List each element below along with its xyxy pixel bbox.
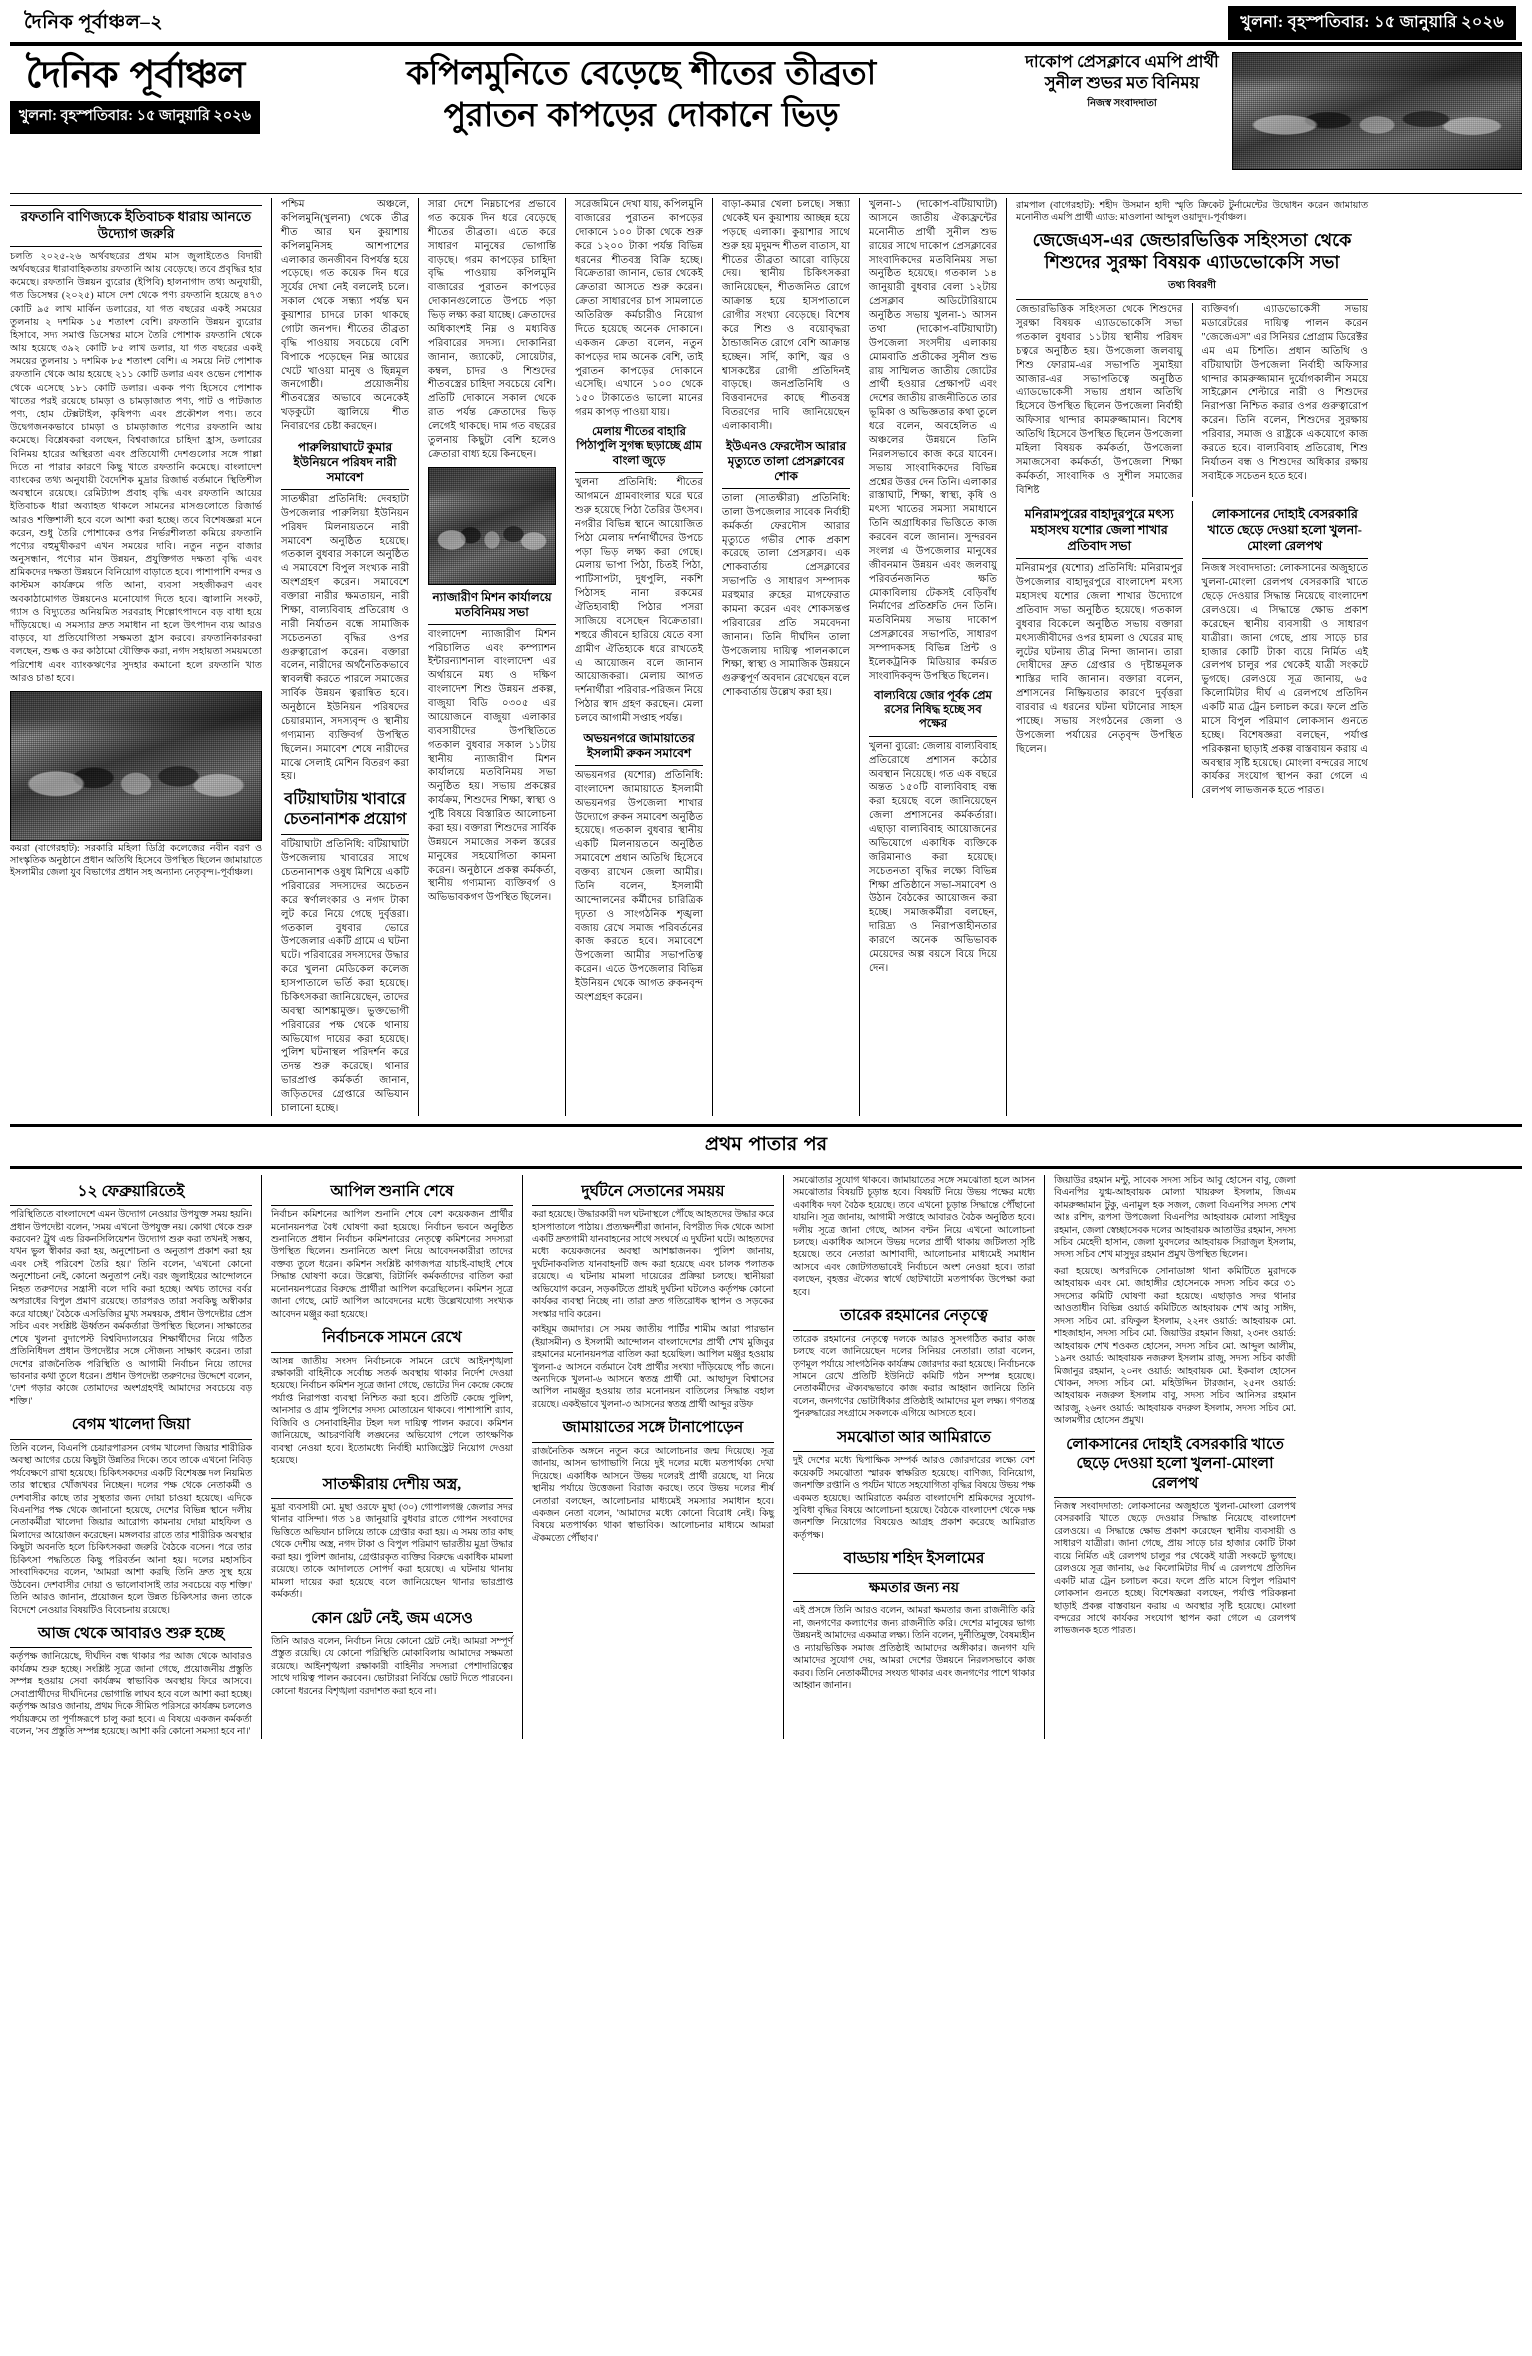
somjhota-body: সমঝোতার সুযোগ থাকবে। জামায়াতের সঙ্গে সমঝোতা হলে আসন সমঝোতার বিষয়টি চূড়ান্ত হবে। বিষয়টি নিয়ে উভয় পক্ষের মধ্যে একাধিক দফা বৈঠক হয়েছে। তবে এখনো চূড়ান্ত সিদ্ধান্তে পৌঁছানো যায়নি। সূত্র জানায়, আগামী সপ্তাহে আবারও বৈঠক অনুষ্ঠিত হবে। দলীয় সূত্রে জানা গেছে, আসন বণ্টন নিয়ে এখনো আলোচনা চলছে। একাধিক আসনে উভয় দলের প্রার্থী থাকায় জটিলতা সৃষ্টি হয়েছে। তবে নেতারা আশাবাদী, আলোচনার মাধ্যমেই সমাধান আসবে এবং জোটগতভাবেই নির্বাচনে অংশ নেওয়া হবে। তারা বলছেন, বৃহত্তর ঐক্যের স্বার্থে ছোটখাটো মতপার্থক্য উপেক্ষা করা হবে। [793,1175,1035,1298]
column-editorial [10,198,262,1116]
rule-appeal [271,1205,513,1206]
news-photo-rampal [1232,52,1522,170]
konthreat-headline: কোন থ্রেট নেই, জম এসেও [311,1609,473,1627]
col-divider-6 [1006,198,1007,1116]
khaleda-headline: বেগম খালেদা জিয়া [71,1416,191,1434]
rule-satkhira [271,1498,513,1499]
lead-col1: পশ্চিম অঞ্চলে, কপিলমুনি(খুলনা) থেকে তীব্র শীত আর ঘন কুয়াশায় কপিলমুনিসহ আশপাশের এলাকার জনজীবন বিপর্যস্ত হয়ে পড়েছে। গত কয়েক দিন ধরে সূর্যের দেখা নেই বললেই চলে। সকাল থেকে সন্ধ্যা পর্যন্ত ঘন কুয়াশার চাদরে ঢাকা থাকছে গোটা জনপদ। শীতের তীব্রতা বৃদ্ধি পাওয়ায় সবচেয়ে বেশি বিপাকে পড়েছেন নিম্ন আয়ের খেটে খাওয়া মানুষ ও ছিন্নমূল জনগোষ্ঠী। প্রয়োজনীয় শীতবস্ত্রের অভাবে অনেকেই খড়কুটো জ্বালিয়ে শীত নিবারণের চেষ্টা করছেন। [281,199,409,432]
satkhira-body: মুদ্রা ব্যবসায়ী মো. মুছা ওরফে মুছা (৩০) গোপালগঞ্জ জেলার সদর থানার বাসিন্দা। গত ১৪ জানুয়ারি বুধবার রাতে গোপন সংবাদের ভিত্তিতে অভিযান চালিয়ে তাকে গ্রেপ্তার করা হয়। এ সময় তার কাছ থেকে দেশীয় অস্ত্র, নগদ টাকা ও বিপুল পরিমাণ ভারতীয় মুদ্রা উদ্ধার করা হয়। পুলিশ জানায়, গ্রেপ্তারকৃত ব্যক্তির বিরুদ্ধে একাধিক মামলা রয়েছে। তাকে আদালতে সোপর্দ করা হয়েছে। এ ঘটনায় থানায় মামলা দায়ের করা হয়েছে বলে জানিয়েছেন থানার ভারপ্রাপ্ত কর্মকর্তা। [271,1503,513,1601]
cont-divider-1 [261,1175,262,1739]
editorial-body: চলতি ২০২৫-২৬ অর্থবছরের প্রথম মাস জুলাইতেও বিদায়ী অর্থবছরের ধারাবাহিকতায় রফতানি আয় বেড়েছে। তবে প্রবৃদ্ধির হার কমেছে। রফতানি উন্নয়ন ব্যুরোর (ইপিবি) হালনাগাদ তথ্য অনুযায়ী, গত ডিসেম্বর (২০২৫) মাসে দেশ থেকে পণ্য রফতানি হয়েছে ৪৭৩ কোটি ৯৫ লাখ মার্কিন ডলারের, যা গত বছরের একই সময়ের তুলনায় ২ দশমিক ১৫ শতাংশ বেশি। রফতানি উন্নয়ন ব্যুরোর হিসাবে, সদ্য সমাপ্ত ডিসেম্বর মাসে তৈরি পোশাক রফতানি থেকে আয় হয়েছে ৩৯২ কোটি ৮৫ লাখ ডলার, যা গত বছরের একই সময়ের তুলনায় ১ দশমিক ৮৫ শতাংশ বেশি। এ সময়ে নিট পোশাক রফতানি থেকে আয় হয়েছে ২১১ কোটি ডলার এবং ওভেন পোশাক থেকে এসেছে ১৮১ কোটি ডলার। একক পণ্য হিসেবে পোশাক খাতের পরই রয়েছে চামড়া ও চামড়াজাত পণ্য, পাট ও পাটজাত পণ্য, হোম টেক্সটাইল, কৃষিপণ্য এবং প্রকৌশল পণ্য। তবে উদ্বেগজনকভাবে চামড়া ও চামড়াজাত পণ্যের রফতানি আয় কমেছে। বিশ্লেষকরা বলছেন, বিশ্ববাজারে চাহিদা হ্রাস, ডলারের বিনিময় হারের অস্থিরতা এবং প্রতিযোগী দেশগুলোর সঙ্গে পাল্লা দিতে না পারার কারণে কিছু খাতে রফতানি কমেছে। বাংলাদেশ ব্যাংকের তথ্য অনুযায়ী বৈদেশিক মুদ্রার রিজার্ভ বর্তমানে স্থিতিশীল অবস্থানে রয়েছে। রেমিট্যান্স প্রবাহ বৃদ্ধি এবং রফতানি আয়ের ইতিবাচক ধারা অব্যাহত থাকলে সামনের মাসগুলোতে রিজার্ভ আরও শক্তিশালী হবে বলে আশা করা হচ্ছে। তবে বিশেষজ্ঞরা মনে করেন, শুধু তৈরি পোশাকের ওপর নির্ভরশীলতা কমিয়ে রফতানি পণ্যের বহুমুখীকরণ এখন সময়ের দাবি। নতুন নতুন বাজার অনুসন্ধান, পণ্যের মান উন্নয়ন, প্রযুক্তিগত দক্ষতা বৃদ্ধি এবং শ্রমিকদের দক্ষতা উন্নয়নে বিনিয়োগ বাড়াতে হবে। পাশাপাশি বন্দর ও কাস্টমস কার্যক্রমে গতি আনা, ব্যবসা সহজীকরণ এবং অবকাঠামোগত উন্নয়নেও মনোযোগ দিতে হবে। জ্বালানি সংকট, গ্যাস ও বিদ্যুতের অনিয়মিত সরবরাহ শিল্পোৎপাদনে বড় বাধা হয়ে দাঁড়িয়েছে। এ সমস্যার দ্রুত সমাধান না হলে উৎপাদন ব্যয় আরও বাড়বে, যা প্রতিযোগিতা সক্ষমতা হ্রাস করবে। রফতানিকারকরা বলছেন, শুল্ক ও কর কাঠামো যৌক্তিক করা, নগদ সহায়তা সময়মতো পরিশোধ এবং ব্যাংকঋণের সুদহার কমানো হলে রফতানি খাত আরও চাঙা হবে। [10,250,262,684]
page-folio: দৈনিক পূর্বাঞ্চল–২ [24,12,164,33]
badda-headline: বাড্ডায় শহিদ ইসলামের [843,1550,985,1568]
rule-tarek [793,1330,1035,1331]
khaleda-body: তিনি বলেন, বিএনপি চেয়ারপারসন বেগম খালেদা জিয়ার শারীরিক অবস্থা আগের চেয়ে কিছুটা উন্নতির দিকে। তবে তাকে এখনো নিবিড় পর্যবেক্ষণে রাখা হয়েছে। চিকিৎসকদের একটি বিশেষজ্ঞ দল নিয়মিত তার স্বাস্থ্যের খোঁজখবর নিচ্ছেন। দলের পক্ষ থেকে নেতাকর্মী ও দেশবাসীর কাছে তার সুস্থতার জন্য দোয়া চাওয়া হয়েছে। এদিকে বিএনপির পক্ষ থেকে জানানো হয়েছে, দেশের বিভিন্ন স্থানে দলীয় নেতাকর্মীরা খালেদা জিয়ার আরোগ্য কামনায় দোয়া মাহফিল ও মিলাদের আয়োজন করেছেন। মঙ্গলবার রাতে তার শারীরিক অবস্থার কিছুটা অবনতি হলে চিকিৎসকরা জরুরি বৈঠকে বসেন। পরে তার চিকিৎসা পদ্ধতিতে কিছু পরিবর্তন আনা হয়। দলের মহাসচিব সাংবাদিকদের বলেন, 'আমরা আশা করছি তিনি দ্রুত সুস্থ হয়ে উঠবেন। দেশবাসীর দোয়া ও ভালোবাসাই তার সবচেয়ে বড় শক্তি।' তিনি আরও জানান, প্রয়োজন হলে উন্নত চিকিৎসার জন্য তাকে বিদেশে নেওয়ার বিষয়টিও বিবেচনায় রয়েছে। [10,1443,252,1616]
cont-column-3 [532,1175,774,1739]
monirampur-body: মনিরামপুর (যশোর) প্রতিনিধি: মনিরামপুর উপজেলার বাহাদুরপুরে বাংলাদেশ মৎস্য মহাসংঘ যশোর জেলা শাখার উদ্যোগে প্রতিবাদ সভা অনুষ্ঠিত হয়েছে। গতকাল বুধবার বিকেলে অনুষ্ঠিত সভায় বক্তারা মৎস্যজীবীদের ওপর হামলা ও ঘেরের মাছ লুটের ঘটনায় তীব্র নিন্দা জানান। তারা দোষীদের দ্রুত গ্রেপ্তার ও দৃষ্টান্তমূলক শাস্তির দাবি জানান। বক্তারা বলেন, প্রশাসনের নিষ্ক্রিয়তার কারণে দুর্বৃত্তরা বারবার এ ধরনের ঘটনা ঘটানোর সাহস পাচ্ছে। সভায় সংগঠনের জেলা ও উপজেলা পর্যায়ের নেতৃবৃন্দ উপস্থিত ছিলেন। [1016,563,1183,755]
column-jjs [1016,198,1368,1116]
rule-balya [869,736,997,737]
jjs-columns [1016,303,1368,497]
feb12-body: পরিস্থিতিতে বাংলাদেশে এমন উদ্যোগ নেওয়ার উপযুক্ত সময় হয়নি। প্রধান উপদেষ্টা বলেন, 'সময় এখনো উপযুক্ত নয়। কোথা থেকে শুরু করবেন? ট্রুথ এন্ড রিকনসিলিয়েশন উদ্যোগ শুরু করা তখনই সম্ভব, যখন ভুল স্বীকার করা হয়, অনুশোচনা ও অনুতাপ প্রকাশ করা হয় এবং সেই পরিবেশ তৈরি হয়।' তিনি বলেন, 'এখনো কোনো অনুশোচনা নেই, কোনো অনুতাপ নেই। বরং জুলাইয়ের আন্দোলনে নিহত তরুণদের সন্ত্রাসী বলে দাবি করা হচ্ছে। অথচ তাদের বর্বর অপরাধের বিপুল প্রমাণ রয়েছে। তারপরও তারা সবকিছু অস্বীকার করে যাচ্ছে।' বৈঠকে এসডিজির মুখ্য সমন্বয়ক, প্রধান উপদেষ্টার প্রেস সচিব এবং সংশ্লিষ্ট ঊর্ধ্বতন কর্মকর্তারা উপস্থিত ছিলেন। সাক্ষাতের শেষে খুলনা বুদাপেস্ট বিশ্ববিদ্যালয়ের শিক্ষার্থীদের নিয়ে গঠিত প্রতিনিধিদল প্রধান উপদেষ্টার সঙ্গে সৌজন্য সাক্ষাৎ করেন। তারা দেশের রাজনৈতিক পরিস্থিতি ও আগামী নির্বাচন নিয়ে তাদের ভাবনার কথা তুলে ধরেন। প্রধান উপদেষ্টা তরুণদের উদ্দেশে বলেন, 'দেশ গড়ার কাজে তোমাদের অংশগ্রহণই আমাদের সবচেয়ে বড় শক্তি।' [10,1210,252,1407]
mela-body: খুলনা প্রতিনিধি: শীতের আগমনে গ্রামবাংলার ঘরে ঘরে শুরু হয়েছে পিঠা তৈরির উৎসব। নগরীর বিভিন্ন স্থানে আয়োজিত পিঠা মেলায় দর্শনার্থীদের উপচে পড়া ভিড় লক্ষ্য করা গেছে। মেলায় ভাপা পিঠা, চিতই পিঠা, পাটিসাপটা, দুধপুলি, নকশি পিঠাসহ নানা রকমের ঐতিহ্যবাহী পিঠার পসরা সাজিয়ে বসেছেন বিক্রেতারা। শহুরে জীবনে হারিয়ে যেতে বসা গ্রামীণ ঐতিহ্যকে ধরে রাখতেই এ আয়োজন বলে জানান আয়োজকরা। মেলায় আগত দর্শনার্থীরা পরিবার-পরিজন নিয়ে পিঠার স্বাদ গ্রহণ করছেন। মেলা চলবে আগামী সপ্তাহ পর্যন্ত। [575,477,703,724]
appeal-body: নির্বাচন কমিশনের আপিল শুনানি শেষে বেশ কয়েকজন প্রার্থীর মনোনয়নপত্র বৈধ ঘোষণা করা হয়েছে। নির্বাচন ভবনে অনুষ্ঠিত শুনানিতে প্রধান নির্বাচন কমিশনারের নেতৃত্বে কমিশনের সদস্যরা উপস্থিত ছিলেন। শুনানিতে অংশ নিয়ে আবেদনকারীরা তাদের বক্তব্য তুলে ধরেন। কমিশন সংশ্লিষ্ট কাগজপত্র যাচাই-বাছাই শেষে সিদ্ধান্ত ঘোষণা করে। উল্লেখ্য, রিটার্নিং কর্মকর্তাদের বাতিল করা মনোনয়নপত্রের বিরুদ্ধে প্রার্থীরা আপিল করেছিলেন। কমিশন সূত্রে জানা গেছে, মোট আপিল আবেদনের মধ্যে উল্লেখযোগ্য সংখ্যক আবেদন মঞ্জুর করা হয়েছে। [271,1210,513,1320]
rule-batiaghata [281,834,409,835]
rule-parulia [281,489,409,490]
abhoynagar-body: অভয়নগর (যশোর) প্রতিনিধি: বাংলাদেশ জামায়াতে ইসলামী অভয়নগর উপজেলা শাখার উদ্যোগে রুকন সমাবেশ অনুষ্ঠিত হয়েছে। গতকাল বুধবার স্থানীয় একটি মিলনায়তনে অনুষ্ঠিত সমাবেশে প্রধান অতিথি হিসেবে বক্তব্য রাখেন জেলা আমীর। তিনি বলেন, ইসলামী আন্দোলনের কর্মীদের চারিত্রিক দৃঢ়তা ও সাংগঠনিক শৃঙ্খলা বজায় রেখে সমাজ পরিবর্তনের কাজ করতে হবে। সমাবেশে উপজেলা আমীর সভাপতিত্ব করেন। এতে উপজেলার বিভিন্ন ইউনিয়ন থেকে আগত রুকনবৃন্দ অংশগ্রহণ করেন। [575,769,703,1003]
durghotona-body: করা হয়েছে। উদ্ধারকারী দল ঘটনাস্থলে পৌঁছে আহতদের উদ্ধার করে হাসপাতালে পাঠায়। প্রত্যক্ষদর্শীরা জানান, বিপরীত দিক থেকে আসা একটি দ্রুতগামী যানবাহনের সাথে সংঘর্ষে এ দুর্ঘটনা ঘটে। আহতদের মধ্যে কয়েকজনের অবস্থা আশঙ্কাজনক। পুলিশ জানায়, দুর্ঘটনাকবলিত যানবাহনটি জব্দ করা হয়েছে এবং চালক পলাতক রয়েছে। এ ঘটনায় মামলা দায়েরের প্রক্রিয়া চলছে। স্থানীয়রা অভিযোগ করেন, সড়কটিতে প্রায়ই দুর্ঘটনা ঘটলেও কর্তৃপক্ষ কোনো কার্যকর ব্যবস্থা নিচ্ছে না। তারা দ্রুত গতিরোধক স্থাপন ও সড়কের সংস্কার দাবি করেন। [532,1210,774,1320]
lead-headline-line2: পুরাতন কাপড়ের দোকানে ভিড় [443,95,839,135]
appeal-headline: আপিল শুনানি শেষে [330,1182,454,1200]
lead-headline [270,52,1012,190]
lead-col4: বাড়া-কমার খেলা চলছে। সন্ধ্যা থেকেই ঘন কুয়াশায় আচ্ছন্ন হয়ে পড়ছে এলাকা। কুয়াশার সাথে শুরু হয় মৃদুমন্দ শীতল বাতাস, যা শীতের তীব্রতা আরো বাড়িয়ে দেয়। স্থানীয় চিকিৎসকরা জানিয়েছেন, শীতজনিত রোগে আক্রান্ত হয়ে হাসপাতালে রোগীর সংখ্যা বেড়েছে। বিশেষ করে শিশু ও বয়োবৃদ্ধরা ঠান্ডাজনিত রোগে বেশি আক্রান্ত হচ্ছেন। সর্দি, কাশি, জ্বর ও শ্বাসকষ্টের রোগী প্রতিদিনই বাড়ছে। জনপ্রতিনিধি ও বিত্তবানদের কাছে শীতবস্ত্র বিতরণের দাবি জানিয়েছেন এলাকাবাসী। [722,199,850,432]
col-divider-1 [271,198,272,1116]
rule-konthreat [271,1632,513,1633]
nazarene-headline: ন্যাজারীণ মিশন কার্যালয়ে মতবিনিময় সভা [432,589,552,619]
dakop-headline-block [1022,52,1222,190]
lokshan-bottom-headline: লোকসানের দোহাই বেসরকারি খাতে ছেড়ে দেওয়া হলো খুলনা-মোংলা রেলপথ [1066,1435,1284,1492]
feb12-headline: ১২ ফেব্রুয়ারিতেই [77,1182,185,1200]
konthreat-body: তিনি আরও বলেন, নির্বাচন নিয়ে কোনো থ্রেট নেই। আমরা সম্পূর্ণ প্রস্তুত রয়েছি। যে কোনো পরিস্থিতি মোকাবিলায় আমাদের সক্ষমতা রয়েছে। আইনশৃঙ্খলা রক্ষাকারী বাহিনীর সদস্যরা পেশাদারিত্বের সাথে দায়িত্ব পালন করবেন। ভোটাররা নির্বিঘ্নে ভোট দিতে পারবেন। কোনো ধরনের বিশৃঙ্খলা বরদাশত করা হবে না। [271,1637,513,1697]
jamayat-headline: জামায়াতের সঙ্গে টানাপোড়েন [562,1419,744,1437]
cont-column-5 [1054,1175,1296,1739]
lead-col2: সারা দেশে নিম্নচাপের প্রভাবে গত কয়েক দিন ধরে বেড়েছে শীতের তীব্রতা। এতে করে সাধারণ মানুষের ভোগান্তি বাড়ছে। গরম কাপড়ের চাহিদা বৃদ্ধি পাওয়ায় কপিলমুনি বাজারের পুরাতন কাপড়ের দোকানগুলোতে উপচে পড়া ভিড় লক্ষ্য করা যাচ্ছে। ক্রেতাদের অধিকাংশই নিম্ন ও মধ্যবিত্ত পরিবারের সদস্য। দোকানিরা জানান, জ্যাকেট, সোয়েটার, কম্বল, চাদর ও শিশুদের শীতবস্ত্রের চাহিদা সবচেয়ে বেশি। প্রতিটি দোকানে সকাল থেকে রাত পর্যন্ত ক্রেতাদের ভিড় লেগেই থাকছে। দাম গত বছরের তুলনায় কিছুটা বেশি হলেও ক্রেতারা বাধ্য হয়ে কিনছেন। [428,199,556,460]
dakop-body: খুলনা-১ (দাকোপ-বটিয়াঘাটা) আসনে জাতীয় ঐক্যফ্রন্টের মনোনীত প্রার্থী সুনীল শুভ রায়ের সাথে দাকোপ প্রেসক্লাবের সাংবাদিকদের মতবিনিময় সভা অনুষ্ঠিত হয়েছে। গতকাল ১৪ জানুয়ারী বুধবার বেলা ১২টায় প্রেসক্লাব অডিটোরিয়ামে অনুষ্ঠিত সভায় খুলনা-১ আসন তথা (দাকোপ-বটিয়াঘাটা) উপজেলা সংসদীয় এলাকায় মোমবাতি প্রতীকের সুনীল শুভ রায় সাম্মিলত জাতীয় জোটের প্রার্থী হওয়ার প্রেক্ষাপট এবং দেশের জাতীয় রাজনীতিতে তার ভূমিকা ও অভিজ্ঞতার কথা তুলে ধরে বলেন, অবহেলিত এ অঞ্চলের উন্নয়নে তিনি নিরলসভাবে কাজ করে যাবেন। সভায় সাংবাদিকদের বিভিন্ন প্রশ্নের উত্তর দেন তিনি। এলাকার রাস্তাঘাট, শিক্ষা, স্বাস্থ্য, কৃষি ও মৎস্য খাতের সমস্যা সমাধানে তিনি অগ্রাধিকার ভিত্তিতে কাজ করবেন বলে জানান। সুন্দরবন সংলগ্ন এ উপজেলার মানুষের জীবনমান উন্নয়ন এবং জলবায়ু পরিবর্তনজনিত ক্ষতি মোকাবিলায় টেকসই বেড়িবাঁধ নির্মাণের প্রতিশ্রুতি দেন তিনি। মতবিনিময় সভায় দাকোপ প্রেসক্লাবের সভাপতি, সাধারণ সম্পাদকসহ বিভিন্ন প্রিন্ট ও ইলেকট্রনিক মিডিয়ার কর্মরত সাংবাদিকবৃন্দ উপস্থিত ছিলেন। [869,199,997,682]
photo-left-caption: কয়রা (বাগেরহাট): সরকারি মহিলা ডিগ্রি কলেজের নবীন বরণ ও সাংস্কৃতিক অনুষ্ঠানে প্রধান অতিথি হিসেবে উপস্থিত ছিলেন জামায়াতে ইসলামীর জেলা যুব বিভাগের প্রধান সহ অন্যান্য নেতৃবৃন্দ।-পূর্বাঞ্চল। [10,843,262,879]
rule-nirbachon [271,1352,513,1353]
jjs-col1: জেন্ডারভিত্তিক সহিংসতা থেকে শিশুদের সুরক্ষা বিষয়ক এ্যাডভোকেসি সভা গতকাল বুধবার ১১টায় স্থানীয় পরিষদ চত্বরে অনুষ্ঠিত হয়। উপজেলা জলবায়ু শিশু ফোরাম-এর সভাপতি সুমাইয়া আজার-এর সভাপতিত্বে অনুষ্ঠিত এ্যাডভোকেসী সভায় প্রধান অতিথি হিসেবে উপস্থিত ছিলেন উপজেলা নির্বাহী অফিসার থান্দার কামরুজ্জামান। বিশেষ অতিথি হিসেবে উপস্থিত ছিলেন উপজেলা মহিলা বিষয়ক কর্মকর্তা, উপজেলা সমাজসেবা কর্মকর্তা, উপজেলা শিক্ষা কর্মকর্তা, সাংবাদিক ও সুশীল সমাজের বিশিষ্ট [1016,304,1183,496]
rule-mela [575,472,703,473]
aajtheke-body: কর্তৃপক্ষ জানিয়েছে, দীর্ঘদিন বন্ধ থাকার পর আজ থেকে আবারও কার্যক্রম শুরু হচ্ছে। সংশ্লিষ্ট সূত্রে জানা গেছে, প্রয়োজনীয় প্রস্তুতি সম্পন্ন হওয়ায় সেবা কার্যক্রম স্বাভাবিক অবস্থায় ফিরে আসবে। সেবাপ্রার্থীদের দীর্ঘদিনের ভোগান্তি লাঘব হবে বলে আশা করা হচ্ছে। কর্তৃপক্ষ আরও জানায়, প্রথম দিকে সীমিত পরিসরে কার্যক্রম চললেও পর্যায়ক্রমে তা পূর্ণাঙ্গরূপে চালু করা হবে। এ বিষয়ে একজন কর্মকর্তা বলেন, 'সব প্রস্তুতি সম্পন্ন হয়েছে। আশা করি কোনো সমস্যা হবে না।' [10,1652,252,1738]
continued-banner: প্রথম পাতার পর [10,1124,1522,1169]
page-header [10,52,1522,190]
jjs-byline: তথ্য বিবরণী [1168,280,1216,292]
batiaghata-headline: বটিয়াঘাটায় খাবারে চেতনানাশক প্রয়োগ [283,791,407,829]
rule-jjs [1016,299,1368,300]
newspaper-logo: দৈনিক পূর্বাঞ্চল [25,52,245,96]
tarek-headline: তারেক রহমানের নেতৃত্বে [840,1307,988,1325]
photo-right-block [1232,52,1522,190]
abhoynagar-headline: অভয়নগরে জামায়াতের ইসলামী রুকন সমাবেশ [583,730,695,760]
appeal-body2: কাইয়ূম জমাদার। সে সময় জাতীয় পার্টির শামীম আরা পারভান (ইয়াসমীন) ও ইসলামী আন্দোলন বাংলাদেশের প্রার্থী শেখ মুজিবুর রহমানের মনোনয়নপত্র বাতিল করা হয়েছিল। আপিল মঞ্জুর হওয়ায় খুলনা-৫ আসনে বর্তমানে বৈধ প্রার্থীর সংখ্যা দাঁড়িয়েছে পাঁচ জনে। অন্যদিকে খুলনা-৬ আসনে স্বতন্ত্র প্রার্থী মো. আছাদুল বিশ্বাসের আপিল নামঞ্জুর হওয়ায় তার মনোনয়ন বাতিলের সিদ্ধান্ত বহাল রয়েছে। একইভাবে খুলনা-৩ আসনের স্বতন্ত্র প্রার্থী আব্দুর রউফ [532,1325,774,1410]
news-photo-koyra [10,691,262,841]
jjs-divider [1192,303,1193,497]
cont-divider-4 [1044,1175,1045,1739]
batiaghata-body: বটিয়াঘাটা প্রতিনিধি: বটিয়াঘাটা উপজেলায় খাবারের সাথে চেতনানাশক ওষুধ মিশিয়ে একটি পরিবারের সদস্যদের অচেতন করে স্বর্ণালংকার ও নগদ টাকা লুট করে নিয়ে গেছে দুর্বৃত্তরা। গতকাল বুধবার ভোরে উপজেলার একটি গ্রামে এ ঘটনা ঘটে। পরিবারের সদস্যদের উদ্ধার করে খুলনা মেডিকেল কলেজ হাসপাতালে ভর্তি করা হয়েছে। চিকিৎসকরা জানিয়েছেন, তাদের অবস্থা আশঙ্কামুক্ত। ভুক্তভোগী পরিবারের পক্ষ থেকে থানায় অভিযোগ দায়ের করা হয়েছে। পুলিশ ঘটনাস্থল পরিদর্শন করে তদন্ত শুরু করেছে। থানার ভারপ্রাপ্ত কর্মকর্তা জানান, জড়িতদের গ্রেপ্তারে অভিযান চালানো হচ্ছে। [281,839,409,1114]
samajik-body: দুই দেশের মধ্যে দ্বিপাক্ষিক সম্পর্ক আরও জোরদারের লক্ষ্যে বেশ কয়েকটি সমঝোতা স্মারক স্বাক্ষরিত হয়েছে। বাণিজ্য, বিনিয়োগ, জনশক্তি রপ্তানি ও পর্যটন খাতে সহযোগিতা বৃদ্ধির বিষয়ে উভয় পক্ষ একমত হয়েছে। আমিরাতে কর্মরত বাংলাদেশি শ্রমিকদের সুযোগ-সুবিধা বৃদ্ধির বিষয়ে আলোচনা হয়েছে। বৈঠকে বাংলাদেশ থেকে দক্ষ জনশক্তি নিয়োগের বিষয়েও আগ্রহ প্রকাশ করেছে আমিরাত কর্তৃপক্ষ। [793,1456,1035,1541]
news-photo-bagerhat [428,467,556,585]
main-content [10,198,1522,1116]
monirampur-headline: মনিরামপুরের বাহাদুরপুরে মৎস্য মহাসংঘ যশোর জেলা শাখার প্রতিবাদ সভা [1024,507,1174,553]
lokshan-headline: লোকসানের দোহাই বেসরকারি খাতে ছেড়ে দেওয়া হলো খুলনা-মোংলা রেলপথ [1207,507,1362,553]
lokshan-bottom-body: নিজস্ব সংবাদদাতা: লোকসানের অজুহাতে খুলনা-মোংলা রেলপথ বেসরকারি খাতে ছেড়ে দেওয়ার সিদ্ধান্ত নিয়েছে বাংলাদেশ রেলওয়ে। এ সিদ্ধান্তে ক্ষোভ প্রকাশ করেছেন স্থানীয় ব্যবসায়ী ও সাধারণ যাত্রীরা। জানা গেছে, প্রায় সাড়ে চার হাজার কোটি টাকা ব্যয়ে নির্মিত এই রেলপথ চালুর পর থেকেই যাত্রী সংকটে ভুগছে। রেলওয়ে সূত্র জানায়, ৬৫ কিলোমিটার দীর্ঘ এ রেলপথে প্রতিদিন একটি মাত্র ট্রেন চলাচল করে। ফলে প্রতি মাসে বিপুল পরিমাণ লোকসান গুনতে হচ্ছে। বিশেষজ্ঞরা বলছেন, পর্যাপ্ত পরিকল্পনা ছাড়াই প্রকল্প বাস্তবায়ন করায় এ অবস্থার সৃষ্টি হয়েছে। মোংলা বন্দরের সাথে কার্যকর সংযোগ স্থাপন করা গেলে এ রেলপথ লাভজনক হতে পারত। [1054,1501,1296,1637]
col-divider-5 [859,198,860,1116]
samajik-headline: সমঝোতা আর আমিরাতে [837,1428,991,1446]
badda-body: এই প্রসঙ্গে তিনি আরও বলেন, আমরা ক্ষমতার জন্য রাজনীতি করি না, জনগণের কল্যাণের জন্য রাজনীতি করি। দেশের মানুষের ভাগ্য উন্নয়নই আমাদের একমাত্র লক্ষ্য। তিনি বলেন, দুর্নীতিমুক্ত, বৈষম্যহীন ও ন্যায়ভিত্তিক সমাজ প্রতিষ্ঠাই আমাদের অঙ্গীকার। জনগণ যদি আমাদের সুযোগ দেয়, আমরা দেশের উন্নয়নে নিরলসভাবে কাজ করব। তিনি নেতাকর্মীদের সংযত থাকার এবং জনগণের পাশে থাকার আহ্বান জানান। [793,1606,1035,1691]
nirbachon-headline: নির্বাচনকে সামনে রেখে [322,1329,462,1347]
jjs-lower-divider [1192,501,1193,798]
rule-durghotona [532,1205,774,1206]
column-3 [428,198,556,1116]
balya-body: খুলনা ব্যুরো: জেলায় বাল্যবিবাহ প্রতিরোধে প্রশাসন কঠোর অবস্থান নিয়েছে। গত এক বছরে অন্তত ১৫০টি বাল্যবিবাহ বন্ধ করা হয়েছে বলে জানিয়েছেন জেলা প্রশাসনের কর্মকর্তারা। এছাড়া বাল্যবিবাহ আয়োজনের অভিযোগে একাধিক ব্যক্তিকে জরিমানাও করা হয়েছে। সচেতনতা বৃদ্ধির লক্ষ্যে বিভিন্ন শিক্ষা প্রতিষ্ঠানে সভা-সমাবেশ ও উঠান বৈঠকের আয়োজন করা হচ্ছে। সমাজকর্মীরা বলছেন, দারিদ্র্য ও নিরাপত্তাহীনতার কারণে অনেক অভিভাবক মেয়েদের অল্প বয়সে বিয়ে দিয়ে দেন। [869,740,997,974]
tarek-body: তারেক রহমানের নেতৃত্বে দলকে আরও সুসংগঠিত করার কাজ চলছে বলে জানিয়েছেন দলের সিনিয়র নেতারা। তারা বলেন, তৃণমূল পর্যায়ে সাংগঠনিক কার্যক্রম জোরদার করা হয়েছে। নির্বাচনকে সামনে রেখে প্রতিটি ইউনিটে কমিটি গঠন সম্পন্ন হয়েছে। নেতাকর্মীদের ঐক্যবদ্ধভাবে কাজ করার আহ্বান জানিয়ে তিনি বলেন, জনগণের ভোটাধিকার প্রতিষ্ঠাই আমাদের মূল লক্ষ্য। গণতন্ত্র পুনরুদ্ধারের সংগ্রামে সকলকে এগিয়ে আসতে হবে। [793,1334,1035,1420]
col-divider-3 [565,198,566,1116]
rule-nazarene [428,624,556,625]
column-4 [575,198,703,1116]
col-divider-2 [418,198,419,1116]
jjs-headline: জেজেএস-এর জেন্ডারভিত্তিক সহিংসতা থেকে শিশুদের সুরক্ষা বিষয়ক এ্যাডভোকেসি সভা [1032,231,1352,273]
monirampur-block [1016,501,1183,798]
ueo-headline: ইউএনও ফেরদৌস আরার মৃত্যুতে তালা প্রেসক্লাবের শোক [725,438,847,483]
rule-feb12 [10,1205,252,1206]
cont-divider-3 [783,1175,784,1739]
cont-column-2 [271,1175,513,1739]
rule-monirampur [1016,558,1183,559]
rule-badda [793,1573,1035,1574]
masthead-rule [10,42,1522,46]
photo-right-caption: রামপাল (বাগেরহাট): শহীদ উসমান হাদী স্মৃতি ক্রিকেট টুর্নামেন্টের উদ্বোধন করেন জামায়াত মনোনীত এমপি প্রার্থী এ্যাড: মাওলানা আব্দুল ওয়াদুদ।-পূর্বাঞ্চল। [1016,201,1368,224]
cont-divider-2 [522,1175,523,1739]
rule-badda2 [793,1601,1035,1602]
editorial-headline: রফতানি বাণিজ্যকে ইতিবাচক ধারায় আনতে উদ্যোগ জরুরি [10,205,262,247]
jjs-lower-columns [1016,501,1368,798]
dakop-headline: দাকোপ প্রেসক্লাবে এমপি প্রার্থী সুনীল শুভর মত বিনিময় [1025,52,1219,92]
badda-subheadline: ক্ষমতার জন্য নয় [869,1580,959,1596]
lead-col3: সরেজমিনে দেখা যায়, কপিলমুনি বাজারের পুরাতন কাপড়ের দোকানে ১০০ টাকা থেকে শুরু করে ১২০০ টাকা পর্যন্ত বিভিন্ন ধরনের শীতবস্ত্র বিক্রি হচ্ছে। বিক্রেতারা জানান, ভোর থেকেই ক্রেতারা আসতে শুরু করেন। ক্রেতা সাধারণের চাপ সামলাতে অতিরিক্ত কর্মচারীও নিয়োগ দিতে হয়েছে অনেক দোকানে। একজন ক্রেতা বলেন, নতুন কাপড়ের দাম অনেক বেশি, তাই পুরাতন কাপড়ের দোকানে এসেছি। এখানে ১০০ থেকে ১৫০ টাকাতেও ভালো মানের গরম কাপড় পাওয়া যায়। [575,199,703,419]
lead-headline-line1: কপিলমুনিতে বেড়েছে শীতের তীব্রতা [406,53,876,92]
balya-headline: বাল্যবিয়ে জোর পূর্বক প্রেম রসের নিষিদ্ধ হচ্ছে সব পক্ষের [874,689,992,731]
ueo-body: তালা (সাতক্ষীরা) প্রতিনিধি: তালা উপজেলার সাবেক নির্বাহী কর্মকর্তা ফেরদৌস আরার মৃত্যুতে গভীর শোক প্রকাশ করেছে তালা প্রেসক্লাব। এক শোকবার্তায় প্রেসক্লাবের সভাপতি ও সাধারণ সম্পাদক মরহুমার রুহের মাগফেরাত কামনা করেন এবং শোকসন্তপ্ত পরিবারের প্রতি সমবেদনা জানান। তিনি দীর্ঘদিন তালা উপজেলায় দায়িত্ব পালনকালে শিক্ষা, স্বাস্থ্য ও সামাজিক উন্নয়নে গুরুত্বপূর্ণ অবদান রেখেছেন বলে শোকবার্তায় উল্লেখ করা হয়। [722,492,850,699]
nazarene-body: বাংলাদেশ ন্যাজারীণ মিশন পরিচালিত এবং কম্প্যাশন ইন্টারন্যাশনাল বাংলাদেশ এর অর্থায়নে মধ্য ও দক্ষিণ বাংলাদেশ শিশু উন্নয়ন প্রকল্প, বাজুয়া বিডি ০৩০৫ এর আয়োজনে বাজুয়া এলাকার ব্যবসায়ীদের উপস্থিতিতে গতকাল বুধবার সকাল ১১টায় স্থানীয় ন্যাজারীণ মিশন কার্যালয়ে মতবিনিময় সভা অনুষ্ঠিত হয়। সভায় প্রকল্পের কার্যক্রম, শিশুদের শিক্ষা, স্বাস্থ্য ও পুষ্টি বিষয়ে বিস্তারিত আলোচনা করা হয়। বক্তারা শিশুদের সার্বিক উন্নয়নে সমাজের সকল স্তরের মানুষের সহযোগিতা কামনা করেন। অনুষ্ঠানে প্রকল্প কর্মকর্তা, স্থানীয় গণ্যমান্য ব্যক্তিবর্গ ও অভিভাবকগণ উপস্থিত ছিলেন। [428,628,556,904]
top-strip [10,6,1522,40]
top-date-badge: খুলনা: বৃহস্পতিবার: ১৫ জানুয়ারি ২০২৬ [1228,6,1516,40]
jjs-col2: ব্যক্তিবর্গ। এ্যাডভোকেসী সভায় মডারেটরের দায়িত্ব পালন করেন "জেজেএস" এর সিনিয়র প্রোগ্রাম ডিরেক্টর এম এম চিশতি। প্রধান অতিথি ও বটিয়াঘাটা উপজেলা নির্বাহী অফিসার থান্দার কামরুজ্জামান দুর্যোগকালীন সময়ে সাইক্লোন শেল্টারে নারী ও শিশুদের নিরাপত্তা নিশ্চিত করার ওপর গুরুত্বারোপ করেন। তিনি বলেন, শিশুদের সুরক্ষায় পরিবার, সমাজ ও রাষ্ট্রকে একযোগে কাজ করতে হবে। বাল্যবিবাহ প্রতিরোধ, শিশু নির্যাতন বন্ধ ও শিশুদের অধিকার রক্ষায় সবাইকে সচেতন হতে হবে। [1201,304,1368,482]
header-bottom-rule [10,193,1522,194]
masthead-date: খুলনা: বৃহস্পতিবার: ১৫ জানুয়ারি ২০২৬ [10,101,260,134]
masthead-block [10,52,260,190]
satkhira-headline: সাতক্ষীরায় দেশীয় অস্ত্র, [322,1475,462,1493]
continued-section [10,1175,1522,1739]
nirbachon-body: আসন্ন জাতীয় সংসদ নির্বাচনকে সামনে রেখে আইনশৃঙ্খলা রক্ষাকারী বাহিনীকে সর্বোচ্চ সতর্ক অবস্থায় থাকার নির্দেশ দেওয়া হয়েছে। নির্বাচন কমিশন সূত্রে জানা গেছে, ভোটের দিন কেন্দ্রে কেন্দ্রে পর্যাপ্ত নিরাপত্তা ব্যবস্থা নিশ্চিত করা হবে। প্রতিটি কেন্দ্রে পুলিশ, আনসার ও গ্রাম পুলিশের সদস্য মোতায়েন থাকবে। পাশাপাশি র‍্যাব, বিজিবি ও সেনাবাহিনীর টহল দল দায়িত্ব পালন করবে। কমিশন জানিয়েছে, আচরণবিধি লঙ্ঘনের অভিযোগ পেলে তাৎক্ষণিক ব্যবস্থা নেওয়া হবে। ইতোমধ্যে নির্বাহী ম্যাজিস্ট্রেট নিয়োগ দেওয়া হয়েছে। [271,1356,513,1467]
durghotona-headline: দুর্ঘটনে সেতানের সময়য় [581,1182,725,1200]
bnp-district-body: জিয়াউর রহমান মন্টু, সাবেক সদস্য সচিব আবু হোসেন বাবু, জেলা বিএনপির যুগ্ম-আহবায়ক মোল্যা খায়রুল ইসলাম, জিএম কামরুজ্জামান টুকু, এনামুল হক সজল, জেলা বিএনপির সদস্য শেখ আঃ রশিদ, রূপসা উপজেলা বিএনপির আহবায়ক মোল্যা সাইফুর রহমান, জেলা স্বেচ্ছাসেবক দলের আহবায়ক আতাউর রহমান, সদস্য সচিব মেহেদী হাসান, জেলা যুবদলের আহবায়ক সিরাজুল ইসলাম, সদস্য সচিব শেখ মাসুদুর রহমান প্রমুখ উপস্থিত ছিলেন। [1054,1175,1296,1261]
rule-ueo [722,488,850,489]
col-divider-4 [712,198,713,1116]
lokshan-block [1202,501,1369,798]
aajtheke-headline: আজ থেকে আবারও শুরু হচ্ছে [37,1625,225,1643]
column-5 [722,198,850,1116]
rule-samajik [793,1451,1035,1452]
parulia-body: সাতক্ষীরা প্রতিনিধি: দেবহাটা উপজেলার পারুলিয়া ইউনিয়ন পরিষদ মিলনায়তনে নারী সমাবেশ অনুষ্ঠিত হয়েছে। গতকাল বুধবার সকালে অনুষ্ঠিত এ সমাবেশে বিপুল সংখ্যক নারী অংশগ্রহণ করেন। সমাবেশে বক্তারা নারীর ক্ষমতায়ন, নারী শিক্ষা, বাল্যবিবাহ প্রতিরোধ ও নারী নির্যাতন বন্ধে সামাজিক সচেতনতা বৃদ্ধির ওপর গুরুত্বারোপ করেন। বক্তারা বলেন, নারীদের অর্থনৈতিকভাবে স্বাবলম্বী করতে পারলে সমাজের সার্বিক উন্নয়ন ত্বরান্বিত হবে। অনুষ্ঠানে ইউনিয়ন পরিষদের চেয়ারম্যান, সদস্যবৃন্দ ও স্থানীয় গণ্যমান্য ব্যক্তিবর্গ উপস্থিত ছিলেন। সমাবেশ শেষে নারীদের মাঝে সেলাই মেশিন বিতরণ করা হয়। [281,493,409,783]
committee-body: করা হয়েছে। অপরদিকে সোনাডাঙ্গা থানা কমিটিতে মুরাদকে আহবায়ক এবং মো. জাহাঙ্গীর হোসেনকে সদস্য সচিব করে ৩১ সদস্যের কমিটি ঘোষণা করা হয়েছে। এছাড়াও সদর থানার আওতাধীন বিভিন্ন ওয়ার্ড কমিটিতে আহবায়ক শেখ আবু সাঈদ, সদস্য সচিব মো. রফিকুল ইসলাম, ২২নং ওয়ার্ড: আহবায়ক মো. শাহজাহান, সদস্য সচিব মো. জিয়াউর রহমান জিয়া, ২৩নং ওয়ার্ড: আহবায়ক শেখ শওকত হোসেন, সদস্য সচিব মো. আব্দুল আলীম, ১৯নং ওয়ার্ড: আহবায়ক নজরুল ইসলাম রাজু, সদস্য সচিব কাজী মিজানুর রহমান, ২০নং ওয়ার্ড: আহবায়ক মো. ইকবাল হোসেন খোকন, সদস্য সচিব মো. মহিউদ্দিন টারজান, ২৫নং ওয়ার্ড: আহবায়ক নজরুল ইসলাম বাবু, সদস্য সচিব আনিসর রহমান আরজু, ২৬নং ওয়ার্ড: আহবায়ক বদরুল ইসলাম, সদস্য সচিব মো. আলমগীর হোসেন প্রমুখ। [1054,1266,1296,1427]
mela-headline: মেলায় শীতের বাহারি পিঠাপুলি সুগন্ধ ছড়াচ্ছে গ্রাম বাংলা জুড়ে [576,426,702,467]
lokshan-body: নিজস্ব সংবাদদাতা: লোকসানের অজুহাতে খুলনা-মোংলা রেলপথ বেসরকারি খাতে ছেড়ে দেওয়ার সিদ্ধান্ত নিয়েছে বাংলাদেশ রেলওয়ে। এ সিদ্ধান্তে ক্ষোভ প্রকাশ করেছেন স্থানীয় ব্যবসায়ী ও সাধারণ যাত্রীরা। জানা গেছে, প্রায় সাড়ে চার হাজার কোটি টাকা ব্যয়ে নির্মিত এই রেলপথ চালুর পর থেকেই যাত্রী সংকটে ভুগছে। রেলওয়ে সূত্র জানায়, ৬৫ কিলোমিটার দীর্ঘ এ রেলপথে প্রতিদিন একটি মাত্র ট্রেন চলাচল করে। ফলে প্রতি মাসে বিপুল পরিমাণ লোকসান গুনতে হচ্ছে। বিশেষজ্ঞরা বলছেন, পর্যাপ্ত পরিকল্পনা ছাড়াই প্রকল্প বাস্তবায়ন করায় এ অবস্থার সৃষ্টি হয়েছে। মোংলা বন্দরের সাথে কার্যকর সংযোগ স্থাপন করা গেলে এ রেলপথ লাভজনক হতে পারত। [1201,563,1368,797]
cont-column-4 [793,1175,1035,1739]
rule-jamayat [532,1442,774,1443]
rule-lokshan [1202,558,1369,559]
cont-column-1 [10,1175,252,1739]
dakop-byline: নিজস্ব সংবাদদাতা [1087,98,1157,110]
rule-khaleda [10,1439,252,1440]
rule-abhoynagar [575,765,703,766]
column-6 [869,198,997,1116]
jamayat-body: রাজনৈতিক অঙ্গনে নতুন করে আলোচনার জন্ম দিয়েছে। সূত্র জানায়, আসন ভাগাভাগি নিয়ে দুই দলের মধ্যে মতপার্থক্য দেখা দিয়েছে। একাধিক আসনে উভয় দলেরই প্রার্থী রয়েছে, যা নিয়ে স্থানীয় পর্যায়ে উত্তেজনা বিরাজ করছে। তবে উভয় দলের শীর্ষ নেতারা বলছেন, আলোচনার মাধ্যমেই সমস্যার সমাধান হবে। একজন নেতা বলেন, 'আমাদের মধ্যে কোনো বিরোধ নেই। কিছু বিষয়ে মতপার্থক্য থাকা স্বাভাবিক। আলোচনার মাধ্যমে আমরা ঐকমত্যে পৌঁছাব।' [532,1446,774,1544]
rule-lokshan-bottom [1054,1497,1296,1498]
rule-aajtheke [10,1647,252,1648]
column-2 [281,198,409,1116]
parulia-headline: পারুলিয়াঘাটে কুমার ইউনিয়নে পরিষদ নারী সমাবেশ [293,439,397,484]
